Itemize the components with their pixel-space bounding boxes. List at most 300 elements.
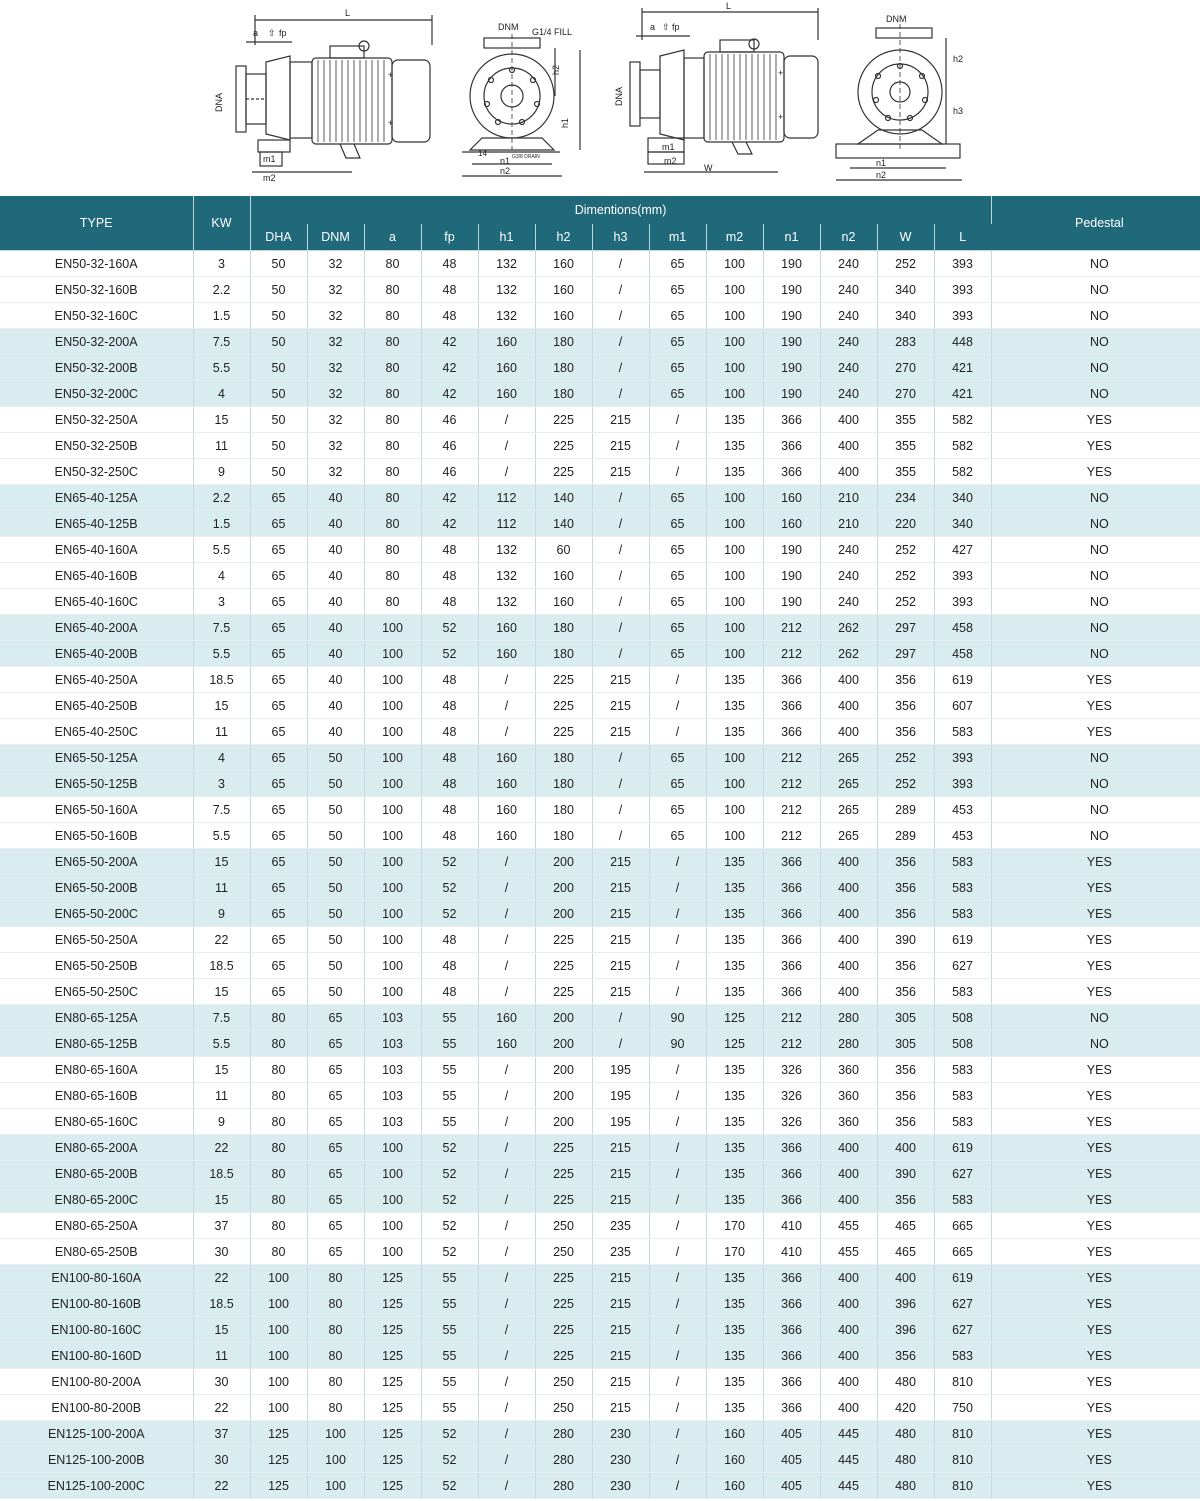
cell-dnm: 65	[307, 1239, 364, 1265]
cell-n1: 366	[763, 1343, 820, 1369]
cell-m2: 135	[706, 979, 763, 1005]
cell-type: EN65-50-200B	[0, 875, 193, 901]
cell-fp: 48	[421, 797, 478, 823]
cell-h2: 280	[535, 1447, 592, 1473]
cell-l: 665	[934, 1239, 991, 1265]
cell-pedestal: NO	[991, 563, 1200, 589]
cell-h3: 215	[592, 875, 649, 901]
cell-h3: 215	[592, 1161, 649, 1187]
cell-m2: 135	[706, 875, 763, 901]
cell-kw: 18.5	[193, 953, 250, 979]
cell-w: 356	[877, 1057, 934, 1083]
cell-a: 80	[364, 329, 421, 355]
cell-n2: 400	[820, 1369, 877, 1395]
cell-kw: 30	[193, 1369, 250, 1395]
pump1-label-n2: n2	[500, 166, 511, 176]
table-row	[0, 1421, 1200, 1447]
table-row	[0, 1135, 1200, 1161]
cell-pedestal: NO	[991, 641, 1200, 667]
cell-type: EN100-80-160B	[0, 1291, 193, 1317]
cell-m2: 135	[706, 1369, 763, 1395]
cell-h3: /	[592, 1005, 649, 1031]
cell-m1: /	[649, 1187, 706, 1213]
cell-h2: 200	[535, 1083, 592, 1109]
cell-a: 125	[364, 1421, 421, 1447]
pump1-label-fill: G1/4 FILL	[532, 27, 573, 37]
header-dim-l: L	[934, 224, 991, 251]
table-row	[0, 1187, 1200, 1213]
cell-n1: 326	[763, 1109, 820, 1135]
dimension-drawings	[0, 0, 1200, 196]
cell-a: 100	[364, 1213, 421, 1239]
cell-pedestal: YES	[991, 1057, 1200, 1083]
cell-fp: 48	[421, 303, 478, 329]
table-row	[0, 797, 1200, 823]
pump1-label-n1: n1	[500, 156, 511, 166]
cell-n1: 190	[763, 381, 820, 407]
cell-dnm: 65	[307, 1005, 364, 1031]
cell-dha: 65	[250, 485, 307, 511]
cell-dha: 65	[250, 823, 307, 849]
cell-m1: 90	[649, 1005, 706, 1031]
cell-h3: 235	[592, 1213, 649, 1239]
cell-w: 252	[877, 589, 934, 615]
cell-h3: 215	[592, 459, 649, 485]
cell-h1: /	[478, 1317, 535, 1343]
cell-l: 583	[934, 875, 991, 901]
cell-n2: 400	[820, 1161, 877, 1187]
cell-type: EN65-40-125A	[0, 485, 193, 511]
cell-m2: 100	[706, 745, 763, 771]
cell-l: 583	[934, 1343, 991, 1369]
cell-w: 305	[877, 1005, 934, 1031]
table-row	[0, 823, 1200, 849]
cell-fp: 52	[421, 1447, 478, 1473]
cell-l: 583	[934, 1187, 991, 1213]
table-row	[0, 1369, 1200, 1395]
cell-n1: 410	[763, 1239, 820, 1265]
cell-h1: 160	[478, 641, 535, 667]
cell-n2: 400	[820, 901, 877, 927]
cell-m2: 100	[706, 303, 763, 329]
cell-kw: 15	[193, 407, 250, 433]
table-row	[0, 849, 1200, 875]
table-row	[0, 1291, 1200, 1317]
cell-w: 480	[877, 1369, 934, 1395]
cell-h3: 215	[592, 1369, 649, 1395]
cell-dha: 80	[250, 1187, 307, 1213]
cell-m2: 100	[706, 381, 763, 407]
cell-n1: 366	[763, 1265, 820, 1291]
cell-w: 480	[877, 1447, 934, 1473]
cell-pedestal: NO	[991, 771, 1200, 797]
cell-fp: 55	[421, 1005, 478, 1031]
header-dim-h1: h1	[478, 224, 535, 251]
cell-h2: 225	[535, 1135, 592, 1161]
header-kw: KW	[193, 196, 250, 251]
cell-m1: 65	[649, 745, 706, 771]
cell-dha: 80	[250, 1057, 307, 1083]
cell-n2: 400	[820, 875, 877, 901]
cell-n2: 240	[820, 381, 877, 407]
cell-dnm: 50	[307, 849, 364, 875]
pump1-side-view	[214, 8, 432, 183]
cell-kw: 15	[193, 1057, 250, 1083]
cell-pedestal: YES	[991, 953, 1200, 979]
pump2-side-view	[614, 1, 818, 173]
cell-w: 355	[877, 433, 934, 459]
cell-h3: 215	[592, 979, 649, 1005]
cell-type: EN100-80-200A	[0, 1369, 193, 1395]
cell-h1: /	[478, 667, 535, 693]
cell-fp: 48	[421, 277, 478, 303]
table-row	[0, 277, 1200, 303]
pump2-label-w: W	[704, 163, 713, 173]
cell-dha: 50	[250, 303, 307, 329]
cell-dnm: 65	[307, 1187, 364, 1213]
cell-w: 356	[877, 953, 934, 979]
cell-n2: 400	[820, 927, 877, 953]
cell-h2: 180	[535, 329, 592, 355]
cell-fp: 55	[421, 1395, 478, 1421]
cell-h3: /	[592, 537, 649, 563]
cell-dha: 125	[250, 1447, 307, 1473]
table-body	[0, 251, 1200, 1499]
cell-h1: /	[478, 875, 535, 901]
cell-fp: 42	[421, 485, 478, 511]
cell-type: EN65-50-250B	[0, 953, 193, 979]
cell-kw: 5.5	[193, 537, 250, 563]
cell-kw: 3	[193, 589, 250, 615]
cell-n1: 366	[763, 693, 820, 719]
cell-h1: /	[478, 1109, 535, 1135]
cell-type: EN65-40-200B	[0, 641, 193, 667]
cell-fp: 48	[421, 771, 478, 797]
cell-w: 356	[877, 1343, 934, 1369]
cell-l: 393	[934, 771, 991, 797]
cell-dnm: 50	[307, 745, 364, 771]
cell-a: 100	[364, 849, 421, 875]
cell-a: 100	[364, 1187, 421, 1213]
cell-pedestal: YES	[991, 1265, 1200, 1291]
pump1-label-dnm: DNM	[498, 22, 519, 32]
cell-h1: /	[478, 1083, 535, 1109]
cell-h2: 160	[535, 563, 592, 589]
cell-m1: /	[649, 1239, 706, 1265]
cell-pedestal: YES	[991, 459, 1200, 485]
cell-kw: 1.5	[193, 303, 250, 329]
cell-m1: /	[649, 459, 706, 485]
cell-pedestal: YES	[991, 1395, 1200, 1421]
cell-pedestal: NO	[991, 511, 1200, 537]
cell-m2: 135	[706, 1395, 763, 1421]
cell-type: EN100-80-160C	[0, 1317, 193, 1343]
cell-fp: 55	[421, 1343, 478, 1369]
cell-fp: 55	[421, 1369, 478, 1395]
cell-m1: 65	[649, 381, 706, 407]
table-row	[0, 589, 1200, 615]
cell-n1: 190	[763, 329, 820, 355]
cell-n1: 190	[763, 355, 820, 381]
cell-kw: 7.5	[193, 1005, 250, 1031]
cell-a: 100	[364, 823, 421, 849]
cell-l: 421	[934, 355, 991, 381]
cell-n2: 400	[820, 1265, 877, 1291]
cell-m1: /	[649, 1395, 706, 1421]
cell-m2: 100	[706, 823, 763, 849]
cell-h1: /	[478, 433, 535, 459]
cell-n1: 326	[763, 1057, 820, 1083]
cell-pedestal: NO	[991, 251, 1200, 277]
cell-l: 619	[934, 927, 991, 953]
table-row	[0, 1005, 1200, 1031]
cell-h3: 215	[592, 667, 649, 693]
cell-h1: 132	[478, 589, 535, 615]
cell-h3: 215	[592, 719, 649, 745]
cell-m2: 135	[706, 667, 763, 693]
cell-dha: 65	[250, 563, 307, 589]
cell-pedestal: NO	[991, 615, 1200, 641]
cell-m1: /	[649, 719, 706, 745]
cell-n2: 400	[820, 1187, 877, 1213]
cell-n1: 212	[763, 797, 820, 823]
cell-h1: 132	[478, 537, 535, 563]
cell-l: 458	[934, 615, 991, 641]
cell-h2: 180	[535, 797, 592, 823]
cell-l: 627	[934, 953, 991, 979]
cell-n2: 445	[820, 1447, 877, 1473]
cell-a: 125	[364, 1291, 421, 1317]
cell-dha: 100	[250, 1317, 307, 1343]
cell-h3: 230	[592, 1473, 649, 1499]
cell-m2: 160	[706, 1473, 763, 1499]
cell-dha: 65	[250, 693, 307, 719]
cell-type: EN65-50-200C	[0, 901, 193, 927]
cell-type: EN100-80-200B	[0, 1395, 193, 1421]
cell-n1: 212	[763, 615, 820, 641]
cell-kw: 22	[193, 1473, 250, 1499]
table-row	[0, 459, 1200, 485]
cell-kw: 15	[193, 849, 250, 875]
table-row	[0, 641, 1200, 667]
table-row	[0, 745, 1200, 771]
cell-h1: /	[478, 719, 535, 745]
cell-m1: 65	[649, 277, 706, 303]
cell-m1: /	[649, 1213, 706, 1239]
cell-m2: 135	[706, 1187, 763, 1213]
cell-h1: 160	[478, 329, 535, 355]
cell-h1: /	[478, 953, 535, 979]
cell-fp: 55	[421, 1057, 478, 1083]
cell-m1: /	[649, 1109, 706, 1135]
cell-n1: 190	[763, 589, 820, 615]
cell-kw: 15	[193, 693, 250, 719]
cell-l: 340	[934, 511, 991, 537]
header-pedestal: Pedestal	[991, 196, 1200, 251]
cell-m1: /	[649, 849, 706, 875]
table-row	[0, 1161, 1200, 1187]
pump2-label-fp: fp	[672, 22, 680, 32]
cell-n2: 265	[820, 797, 877, 823]
cell-m2: 135	[706, 849, 763, 875]
cell-dha: 50	[250, 381, 307, 407]
pump2-label-a: a	[650, 22, 656, 32]
cell-h1: /	[478, 1213, 535, 1239]
cell-fp: 55	[421, 1083, 478, 1109]
cell-n1: 212	[763, 771, 820, 797]
cell-m2: 100	[706, 485, 763, 511]
cell-n2: 210	[820, 485, 877, 511]
cell-m2: 100	[706, 641, 763, 667]
cell-m2: 135	[706, 901, 763, 927]
cell-m2: 135	[706, 953, 763, 979]
cell-a: 100	[364, 641, 421, 667]
cell-h3: /	[592, 563, 649, 589]
cell-pedestal: YES	[991, 693, 1200, 719]
cell-a: 100	[364, 875, 421, 901]
cell-m2: 100	[706, 537, 763, 563]
header-type: TYPE	[0, 196, 193, 251]
header-dim-dnm: DNM	[307, 224, 364, 251]
cell-kw: 18.5	[193, 1291, 250, 1317]
cell-a: 80	[364, 433, 421, 459]
cell-h2: 200	[535, 1005, 592, 1031]
cell-l: 582	[934, 407, 991, 433]
cell-fp: 52	[421, 641, 478, 667]
cell-w: 270	[877, 381, 934, 407]
cell-l: 393	[934, 563, 991, 589]
cell-l: 448	[934, 329, 991, 355]
cell-dnm: 65	[307, 1213, 364, 1239]
cell-l: 810	[934, 1369, 991, 1395]
cell-dha: 65	[250, 641, 307, 667]
cell-pedestal: YES	[991, 1135, 1200, 1161]
cell-fp: 46	[421, 433, 478, 459]
cell-kw: 11	[193, 433, 250, 459]
pump2-label-dnm: DNM	[886, 14, 907, 24]
cell-m2: 160	[706, 1421, 763, 1447]
cell-m1: 65	[649, 563, 706, 589]
table-row	[0, 1239, 1200, 1265]
cell-dha: 50	[250, 433, 307, 459]
pump1-label-a: a	[253, 28, 259, 38]
cell-m1: 65	[649, 823, 706, 849]
cell-dnm: 65	[307, 1083, 364, 1109]
cell-fp: 55	[421, 1317, 478, 1343]
cell-m2: 135	[706, 1109, 763, 1135]
cell-dnm: 50	[307, 979, 364, 1005]
cell-pedestal: YES	[991, 1187, 1200, 1213]
cell-h3: 215	[592, 433, 649, 459]
cell-h1: /	[478, 1395, 535, 1421]
cell-dha: 80	[250, 1083, 307, 1109]
cell-h1: 160	[478, 823, 535, 849]
cell-kw: 11	[193, 719, 250, 745]
cell-n1: 366	[763, 1187, 820, 1213]
cell-m2: 100	[706, 797, 763, 823]
cell-h2: 140	[535, 485, 592, 511]
cell-h1: 132	[478, 303, 535, 329]
cell-h2: 225	[535, 433, 592, 459]
cell-kw: 37	[193, 1421, 250, 1447]
cell-w: 356	[877, 719, 934, 745]
cell-m1: /	[649, 1447, 706, 1473]
cell-a: 80	[364, 459, 421, 485]
cell-m1: 90	[649, 1031, 706, 1057]
cell-pedestal: YES	[991, 1317, 1200, 1343]
cell-m1: 65	[649, 589, 706, 615]
cell-w: 480	[877, 1421, 934, 1447]
cell-dnm: 40	[307, 563, 364, 589]
cell-m1: 65	[649, 355, 706, 381]
cell-l: 583	[934, 719, 991, 745]
cell-l: 619	[934, 667, 991, 693]
cell-a: 125	[364, 1343, 421, 1369]
cell-l: 421	[934, 381, 991, 407]
cell-type: EN65-50-125A	[0, 745, 193, 771]
cell-m1: /	[649, 1083, 706, 1109]
cell-n2: 400	[820, 693, 877, 719]
cell-h1: 160	[478, 745, 535, 771]
cell-a: 80	[364, 407, 421, 433]
cell-m2: 135	[706, 1135, 763, 1161]
cell-w: 355	[877, 459, 934, 485]
cell-a: 100	[364, 979, 421, 1005]
cell-l: 583	[934, 901, 991, 927]
table-header	[0, 196, 1200, 251]
cell-h2: 225	[535, 1343, 592, 1369]
cell-pedestal: NO	[991, 303, 1200, 329]
cell-h3: /	[592, 615, 649, 641]
table-row	[0, 875, 1200, 901]
cell-dnm: 32	[307, 251, 364, 277]
cell-dnm: 32	[307, 381, 364, 407]
cell-h1: 132	[478, 563, 535, 589]
cell-h1: /	[478, 901, 535, 927]
cell-pedestal: YES	[991, 1473, 1200, 1499]
cell-h1: /	[478, 459, 535, 485]
cell-fp: 48	[421, 719, 478, 745]
cell-h3: 230	[592, 1447, 649, 1473]
cell-l: 508	[934, 1005, 991, 1031]
cell-a: 100	[364, 615, 421, 641]
table-row	[0, 563, 1200, 589]
cell-a: 103	[364, 1109, 421, 1135]
cell-n2: 400	[820, 719, 877, 745]
cell-n1: 366	[763, 1135, 820, 1161]
cell-pedestal: NO	[991, 277, 1200, 303]
cell-pedestal: NO	[991, 745, 1200, 771]
table-row	[0, 771, 1200, 797]
cell-h1: /	[478, 1421, 535, 1447]
cell-dha: 100	[250, 1343, 307, 1369]
cell-a: 80	[364, 563, 421, 589]
cell-dha: 125	[250, 1473, 307, 1499]
table-row	[0, 407, 1200, 433]
cell-h3: 215	[592, 693, 649, 719]
cell-type: EN80-65-200A	[0, 1135, 193, 1161]
cell-n2: 240	[820, 251, 877, 277]
cell-h1: 132	[478, 277, 535, 303]
cell-type: EN125-100-200C	[0, 1473, 193, 1499]
cell-type: EN65-40-160B	[0, 563, 193, 589]
cell-kw: 9	[193, 901, 250, 927]
cell-a: 103	[364, 1031, 421, 1057]
cell-pedestal: NO	[991, 485, 1200, 511]
cell-pedestal: NO	[991, 329, 1200, 355]
pump2-label-n1: n1	[876, 158, 887, 168]
pump2-label-h2: h2	[953, 54, 964, 64]
